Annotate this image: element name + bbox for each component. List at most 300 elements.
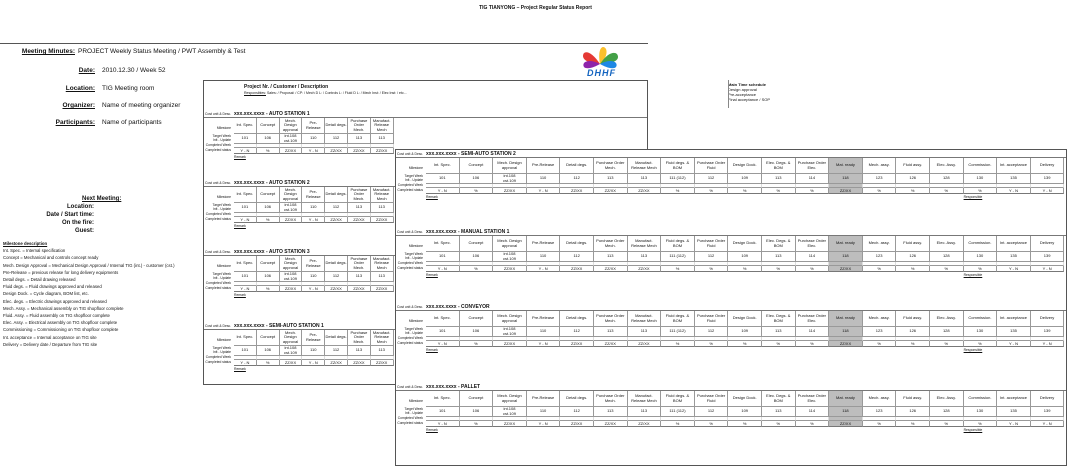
completed-status-cell: % bbox=[896, 188, 930, 194]
remark-label: Remark bbox=[426, 428, 438, 432]
completed-status-cell: Y - N bbox=[1031, 341, 1065, 347]
legend-item: Elec. Assy. = Electrical assembly on TIG shopfloor complete bbox=[3, 320, 118, 326]
milestone-header: Elec. Degs. & BOM bbox=[762, 311, 796, 327]
target-row-label: Target Week Init - Update bbox=[212, 134, 231, 142]
target-week-cell: 106 bbox=[257, 346, 280, 356]
responsibles-label: Responsibles: bbox=[244, 91, 266, 95]
milestone-header: Purchase Order Mech. bbox=[348, 118, 371, 134]
target-week-cell: 106 bbox=[257, 134, 280, 144]
main-time-schedule bbox=[728, 82, 898, 108]
cost-unit-label: Cost unit & Desc. bbox=[205, 181, 232, 185]
milestone-header: Commission. bbox=[964, 391, 998, 407]
target-week-cell: 110 bbox=[302, 272, 325, 282]
legend-item: Fluid degs. = Fluid drawings approved and released bbox=[3, 284, 102, 290]
milestone-header: Manufact. Release Mech bbox=[628, 158, 662, 174]
completed-status-cell: Y - N bbox=[1031, 266, 1065, 272]
milestone-header: Pre-Release bbox=[302, 256, 325, 272]
completed-status-cell: % bbox=[460, 421, 494, 427]
milestone-header: Delivery bbox=[1031, 311, 1065, 327]
target-week-cell: 114 bbox=[796, 174, 830, 184]
milestone-header: Pre-Release bbox=[302, 330, 325, 346]
milestone-header: Mech. Design approval bbox=[280, 256, 303, 272]
organizer-label: Organizer: bbox=[62, 102, 95, 109]
target-week-cell: int.108 cst.109 bbox=[493, 407, 527, 417]
next-guest-label: Guest: bbox=[74, 228, 94, 234]
milestone-header: Pre-Release bbox=[527, 391, 561, 407]
legend-item: Mech. Design Approval = Mechanical Design Approval / Internal TIG (int.) - customer (cst.) bbox=[3, 262, 175, 268]
target-week-cell: 112 bbox=[325, 203, 348, 213]
milestone-header: Fluid assy. bbox=[896, 311, 930, 327]
milestone-header: Mech. Design approval bbox=[493, 311, 527, 327]
remark-label: Remark bbox=[426, 348, 438, 352]
target-week-cell: 109 bbox=[728, 174, 762, 184]
milestone-row-label: Milestone bbox=[216, 195, 231, 199]
completed-status-cell: % bbox=[762, 341, 796, 347]
remark-label: Remark bbox=[234, 155, 246, 159]
target-week-cell: 128 bbox=[930, 252, 964, 262]
milestone-header: Purchase Order Fluid bbox=[695, 236, 729, 252]
completed-status-cell: ZZ/XX bbox=[348, 217, 371, 223]
milestone-header: Detail degs. bbox=[560, 311, 594, 327]
section-header bbox=[396, 384, 1066, 391]
milestone-header: Concept bbox=[460, 311, 494, 327]
completed-status-cell: % bbox=[695, 188, 729, 194]
responsible-label: Responsible bbox=[963, 348, 983, 352]
milestone-header: Int. acceptance bbox=[997, 311, 1031, 327]
completed-status-cell: Y - N bbox=[234, 286, 257, 292]
milestone-header: Purchase Order Elec. bbox=[796, 311, 830, 327]
milestone-header: Mech. Design approval bbox=[280, 330, 303, 346]
milestone-header: Mat. ready bbox=[829, 391, 863, 407]
section-name: xxx.xxx.xxxx - AUTO STATION 2 bbox=[234, 180, 310, 186]
milestone-header: Delivery bbox=[1031, 236, 1065, 252]
schedule-item: Design approval bbox=[728, 87, 757, 92]
completed-status-cell: ZZ/XX bbox=[280, 217, 303, 223]
completed-status-cell: % bbox=[762, 188, 796, 194]
cost-unit-label: Cost unit & Desc. bbox=[397, 385, 424, 389]
target-week-cell: 110 bbox=[302, 203, 325, 213]
milestone-header: Elec. Degs. & BOM bbox=[762, 158, 796, 174]
target-week-cell: 123 bbox=[863, 327, 897, 337]
target-week-cell: 106 bbox=[460, 174, 494, 184]
completed-status-cell: % bbox=[964, 341, 998, 347]
completed-status-cell: % bbox=[930, 266, 964, 272]
milestone-header: Purchase Order Mech. bbox=[348, 330, 371, 346]
completed-status-cell: % bbox=[728, 421, 762, 427]
completed-status-cell: Y - N bbox=[234, 217, 257, 223]
logo-text: DHHF bbox=[587, 68, 616, 78]
milestone-header: Elec. Assy. bbox=[930, 236, 964, 252]
section-name: xxx.xxx.xxxx - MANUAL STATION 1 bbox=[426, 229, 510, 235]
target-week-cell: 130 bbox=[964, 407, 998, 417]
target-week-cell: 101 bbox=[426, 327, 460, 337]
target-week-cell: 113 bbox=[348, 134, 371, 144]
milestone-header: Elec. Assy. bbox=[930, 311, 964, 327]
station-section bbox=[396, 384, 1066, 434]
milestone-row-label: Milestone bbox=[408, 166, 423, 170]
completed-week-label: Completed Week bbox=[205, 281, 231, 285]
next-date-label: Date / Start time: bbox=[46, 212, 94, 218]
target-week-cell: 135 bbox=[997, 327, 1031, 337]
milestone-header: Purchase Order Mech. bbox=[594, 236, 628, 252]
milestone-header: Manufact. Release Mech bbox=[371, 118, 394, 134]
completed-status-cell: ZZ/XX bbox=[594, 188, 628, 194]
completed-status-cell: Y - N bbox=[1031, 188, 1065, 194]
milestone-header: Manufact. Release Mech bbox=[371, 187, 394, 203]
milestone-header: Purchase Order Mech. bbox=[348, 256, 371, 272]
remark-label: Remark bbox=[426, 195, 438, 199]
target-week-cell: 111 (112) bbox=[661, 174, 695, 184]
target-week-cell: 113 bbox=[594, 407, 628, 417]
target-week-cell: 123 bbox=[863, 252, 897, 262]
legend-item: Concept = Mechanical and controls concept ready bbox=[3, 255, 99, 261]
completed-status-cell: % bbox=[728, 188, 762, 194]
completed-week-label: Completed Week bbox=[397, 261, 423, 265]
target-week-cell: 118 bbox=[829, 252, 863, 262]
milestone-header: Detail degs. bbox=[325, 330, 348, 346]
target-week-cell: 112 bbox=[695, 327, 729, 337]
target-row-label: Target Week Init - Update bbox=[404, 327, 423, 335]
cost-unit-label: Cost unit & Desc. bbox=[205, 250, 232, 254]
section-name: xxx.xxx.xxxx - AUTO STATION 1 bbox=[234, 111, 310, 117]
target-row-label: Target Week Init - Update bbox=[404, 252, 423, 260]
milestone-header: Detail degs. bbox=[325, 256, 348, 272]
target-week-cell: int.108 cst.109 bbox=[280, 203, 303, 213]
target-week-cell: 106 bbox=[460, 327, 494, 337]
target-row-label: Target Week Init - Update bbox=[404, 174, 423, 182]
target-week-cell: 110 bbox=[527, 407, 561, 417]
milestone-header: Purchase Order Mech. bbox=[348, 187, 371, 203]
schedule-title: Main Time schedule bbox=[728, 82, 766, 87]
station-section bbox=[396, 229, 1066, 279]
milestone-header: Mat. ready bbox=[829, 236, 863, 252]
completed-status-cell: ZZ/XX bbox=[560, 421, 594, 427]
milestone-header: Int. Spec. bbox=[234, 256, 257, 272]
completed-status-cell: ZZ/XX bbox=[371, 217, 394, 223]
target-week-cell: 114 bbox=[796, 252, 830, 262]
completed-week-label: Completed Week bbox=[397, 183, 423, 187]
target-week-cell: int.108 cst.109 bbox=[493, 252, 527, 262]
milestone-header: Concept bbox=[460, 236, 494, 252]
schedule-item: Final acceptance / SOP bbox=[728, 97, 771, 102]
milestone-header: Elec. Degs. & BOM bbox=[762, 391, 796, 407]
completed-status-cell: % bbox=[695, 421, 729, 427]
section-header bbox=[396, 151, 1066, 158]
legend-item: Int. Spec. = Internal specification bbox=[3, 248, 66, 254]
completed-status-cell: % bbox=[930, 188, 964, 194]
participants-label: Participants: bbox=[55, 119, 95, 126]
target-row-label: Target Week Init - Update bbox=[212, 346, 231, 354]
completed-status-cell: Y - N bbox=[1031, 421, 1065, 427]
milestone-header: Int. Spec. bbox=[426, 311, 460, 327]
target-row-label: Target Week Init - Update bbox=[212, 203, 231, 211]
milestone-header: Detail degs. bbox=[560, 391, 594, 407]
milestone-header: Concept bbox=[257, 118, 280, 134]
completed-status-cell: ZZ/XX bbox=[560, 341, 594, 347]
completed-status-cell: % bbox=[661, 341, 695, 347]
target-week-cell: 113 bbox=[348, 203, 371, 213]
milestone-header: Mech. assy. bbox=[863, 391, 897, 407]
target-week-cell: 113 bbox=[371, 134, 394, 144]
legend-item: Elec. degs. = Electric drawings approved and released bbox=[3, 298, 107, 304]
completed-status-cell: ZZ/XX bbox=[493, 266, 527, 272]
completed-status-cell: % bbox=[964, 421, 998, 427]
milestone-header: Pre-Release bbox=[527, 158, 561, 174]
legend-item: Fluid. Assy. = Fluid assembly on TIG shopfloor complete bbox=[3, 313, 110, 319]
section-name: xxx.xxx.xxxx - AUTO STATION 3 bbox=[234, 249, 310, 255]
target-week-cell: 113 bbox=[762, 252, 796, 262]
completed-status-cell: % bbox=[257, 148, 280, 154]
milestone-header: Purchase Order Fluid bbox=[695, 158, 729, 174]
completed-status-cell: ZZ/XX bbox=[371, 148, 394, 154]
section-header bbox=[396, 229, 1066, 236]
completed-status-cell: % bbox=[695, 341, 729, 347]
completed-status-cell: % bbox=[661, 266, 695, 272]
completed-status-cell: ZZ/XX bbox=[829, 188, 863, 194]
milestone-header: Mech. assy. bbox=[863, 236, 897, 252]
completed-status-cell: ZZ/XX bbox=[371, 360, 394, 366]
completed-status-cell: % bbox=[930, 341, 964, 347]
target-week-cell: 113 bbox=[371, 272, 394, 282]
milestone-header: Commission. bbox=[964, 311, 998, 327]
milestone-header: Pre-Release bbox=[302, 187, 325, 203]
completed-status-label: Completed status bbox=[397, 421, 423, 425]
milestone-header: Elec. Assy. bbox=[930, 391, 964, 407]
completed-status-cell: Y - N bbox=[234, 148, 257, 154]
target-week-cell: 101 bbox=[234, 346, 257, 356]
milestone-row-label: Milestone bbox=[408, 319, 423, 323]
organizer-value: Name of meeting organizer bbox=[102, 102, 181, 109]
completed-status-cell: % bbox=[661, 188, 695, 194]
target-week-cell: 110 bbox=[527, 174, 561, 184]
completed-week-label: Completed Week bbox=[205, 212, 231, 216]
project-title: Project Nr. / Customer / Description bbox=[244, 84, 329, 90]
target-row-label: Target Week Init - Update bbox=[212, 272, 231, 280]
target-week-cell: 118 bbox=[829, 327, 863, 337]
target-week-cell: 113 bbox=[628, 327, 662, 337]
target-week-cell: 106 bbox=[460, 252, 494, 262]
target-week-cell: 101 bbox=[426, 407, 460, 417]
completed-status-cell: % bbox=[257, 360, 280, 366]
completed-status-cell: % bbox=[796, 266, 830, 272]
cost-unit-label: Cost unit & Desc. bbox=[205, 324, 232, 328]
completed-status-cell: % bbox=[863, 266, 897, 272]
target-week-cell: 113 bbox=[762, 327, 796, 337]
target-week-cell: 135 bbox=[997, 174, 1031, 184]
milestone-header: Pre-Release bbox=[527, 311, 561, 327]
completed-status-cell: ZZ/XX bbox=[829, 341, 863, 347]
milestone-header: Delivery bbox=[1031, 158, 1065, 174]
milestone-header: Fluid degs. & BOM bbox=[661, 236, 695, 252]
target-week-cell: 112 bbox=[560, 407, 594, 417]
completed-status-cell: % bbox=[460, 188, 494, 194]
report-title: TIG TIANYONG – Project Regular Status Report bbox=[479, 5, 592, 11]
completed-status-cell: ZZ/XX bbox=[628, 421, 662, 427]
cost-unit-label: Cost unit & Desc. bbox=[397, 230, 424, 234]
milestone-header: Purchase Order Fluid bbox=[695, 311, 729, 327]
completed-status-cell: Y - N bbox=[997, 266, 1031, 272]
milestone-header: Pre-Release bbox=[527, 236, 561, 252]
milestone-header: Fluid assy. bbox=[896, 391, 930, 407]
completed-status-cell: ZZ/XX bbox=[348, 286, 371, 292]
milestone-header: Fluid degs. & BOM bbox=[661, 158, 695, 174]
milestone-header: Detail degs. bbox=[560, 158, 594, 174]
completed-status-cell: Y - N bbox=[426, 188, 460, 194]
target-week-cell: 126 bbox=[896, 327, 930, 337]
target-week-cell: 109 bbox=[728, 327, 762, 337]
station-section bbox=[396, 304, 1066, 354]
milestone-header: Detail degs. bbox=[325, 118, 348, 134]
milestone-header: Fluid assy. bbox=[896, 236, 930, 252]
completed-status-cell: % bbox=[796, 421, 830, 427]
target-week-cell: 139 bbox=[1031, 407, 1065, 417]
responsibles-value: Sales: / Proposal: / CP: / Mech D L: / Controls L: / Fluid D L: / Mech Inst: / Elec Inst: / etc... bbox=[265, 91, 407, 95]
completed-status-cell: % bbox=[863, 341, 897, 347]
milestone-header: Int. acceptance bbox=[997, 391, 1031, 407]
milestone-header: Manufact. Release Mech bbox=[371, 330, 394, 346]
target-week-cell: 130 bbox=[964, 174, 998, 184]
responsible-label: Responsible bbox=[963, 273, 983, 277]
milestone-header: Int. Spec. bbox=[234, 330, 257, 346]
completed-status-cell: % bbox=[896, 341, 930, 347]
target-week-cell: 113 bbox=[628, 252, 662, 262]
milestone-header: Design Dock. bbox=[728, 391, 762, 407]
target-week-cell: 112 bbox=[560, 327, 594, 337]
target-week-cell: 123 bbox=[863, 407, 897, 417]
target-week-cell: 101 bbox=[426, 252, 460, 262]
milestone-header: Mat. ready bbox=[829, 158, 863, 174]
target-week-cell: 114 bbox=[796, 407, 830, 417]
milestone-header: Concept bbox=[257, 330, 280, 346]
target-week-cell: 118 bbox=[829, 407, 863, 417]
milestone-header: Mech. assy. bbox=[863, 311, 897, 327]
completed-status-cell: ZZ/XX bbox=[628, 341, 662, 347]
milestone-header: Mech. Design approval bbox=[493, 391, 527, 407]
completed-status-cell: Y - N bbox=[527, 341, 561, 347]
target-week-cell: 118 bbox=[829, 174, 863, 184]
target-week-cell: 113 bbox=[594, 327, 628, 337]
milestone-header: Design Dock. bbox=[728, 236, 762, 252]
completed-week-label: Completed Week bbox=[205, 143, 231, 147]
milestone-header: Manufact. Release Mech bbox=[628, 391, 662, 407]
target-week-cell: int.108 cst.109 bbox=[280, 346, 303, 356]
milestone-row-label: Milestone bbox=[216, 338, 231, 342]
completed-status-cell: Y - N bbox=[997, 188, 1031, 194]
milestone-header: Detail degs. bbox=[560, 236, 594, 252]
cost-unit-label: Cost unit & Desc. bbox=[397, 152, 424, 156]
completed-status-cell: Y - N bbox=[426, 341, 460, 347]
target-week-cell: 126 bbox=[896, 174, 930, 184]
milestone-header: Fluid degs. & BOM bbox=[661, 311, 695, 327]
company-logo bbox=[575, 44, 625, 82]
completed-status-cell: Y - N bbox=[234, 360, 257, 366]
milestone-row-label: Milestone bbox=[408, 244, 423, 248]
completed-status-cell: Y - N bbox=[997, 341, 1031, 347]
date-label: Date: bbox=[78, 67, 95, 74]
cost-unit-label: Cost unit & Desc. bbox=[397, 305, 424, 309]
completed-status-cell: % bbox=[896, 266, 930, 272]
completed-status-cell: ZZ/XX bbox=[280, 360, 303, 366]
milestone-header: Manufact. Release Mech bbox=[628, 311, 662, 327]
milestone-header: Design Dock. bbox=[728, 311, 762, 327]
target-week-cell: 113 bbox=[348, 272, 371, 282]
legend-title: Milestone description bbox=[3, 241, 48, 246]
milestone-header: Elec. Assy. bbox=[930, 158, 964, 174]
target-week-cell: 111 (112) bbox=[661, 407, 695, 417]
completed-status-cell: ZZ/XX bbox=[325, 148, 348, 154]
completed-status-cell: % bbox=[257, 217, 280, 223]
completed-status-cell: Y - N bbox=[997, 421, 1031, 427]
completed-status-cell: ZZ/XX bbox=[325, 286, 348, 292]
completed-status-cell: % bbox=[796, 341, 830, 347]
target-week-cell: 123 bbox=[863, 174, 897, 184]
target-row-label: Target Week Init - Update bbox=[404, 407, 423, 415]
next-meeting-label: Next Meeting: bbox=[82, 196, 122, 202]
milestone-header: Int. Spec. bbox=[426, 391, 460, 407]
completed-status-cell: ZZ/XX bbox=[280, 148, 303, 154]
target-week-cell: 106 bbox=[460, 407, 494, 417]
milestone-header: Design Dock. bbox=[728, 158, 762, 174]
milestone-header: Detail degs. bbox=[325, 187, 348, 203]
completed-status-label: Completed status bbox=[397, 266, 423, 270]
milestone-header: Pre-Release bbox=[302, 118, 325, 134]
target-week-cell: 113 bbox=[628, 407, 662, 417]
completed-status-cell: ZZ/XX bbox=[493, 341, 527, 347]
completed-status-cell: Y - N bbox=[527, 266, 561, 272]
location-value: TIG Meeting room bbox=[102, 85, 155, 92]
status-sheet-right bbox=[395, 149, 1067, 466]
target-week-cell: 139 bbox=[1031, 252, 1065, 262]
milestone-row-label: Milestone bbox=[216, 126, 231, 130]
target-week-cell: 135 bbox=[997, 252, 1031, 262]
completed-status-cell: ZZ/XX bbox=[594, 341, 628, 347]
target-week-cell: 135 bbox=[997, 407, 1031, 417]
milestone-header: Int. Spec. bbox=[426, 158, 460, 174]
target-week-cell: 139 bbox=[1031, 174, 1065, 184]
milestone-header: Purchase Order Elec. bbox=[796, 236, 830, 252]
remark-label: Remark bbox=[234, 293, 246, 297]
target-week-cell: 110 bbox=[527, 252, 561, 262]
target-week-cell: 112 bbox=[325, 346, 348, 356]
completed-status-cell: % bbox=[964, 266, 998, 272]
milestone-row-label: Milestone bbox=[216, 264, 231, 268]
target-week-cell: 106 bbox=[257, 272, 280, 282]
completed-status-cell: Y - N bbox=[302, 360, 325, 366]
milestone-header: Mat. ready bbox=[829, 311, 863, 327]
target-week-cell: 113 bbox=[628, 174, 662, 184]
completed-status-cell: ZZ/XX bbox=[829, 421, 863, 427]
milestone-header: Int. acceptance bbox=[997, 158, 1031, 174]
completed-status-cell: ZZ/XX bbox=[560, 266, 594, 272]
responsible-label: Responsible bbox=[963, 428, 983, 432]
target-week-cell: 128 bbox=[930, 327, 964, 337]
milestone-header: Purchase Order Mech. bbox=[594, 158, 628, 174]
target-week-cell: 113 bbox=[371, 203, 394, 213]
milestone-header: Int. Spec. bbox=[426, 236, 460, 252]
target-week-cell: 112 bbox=[560, 252, 594, 262]
legend-item: Mech. Assy. = Mechanical assembly on TIG shopfloor complete bbox=[3, 305, 124, 311]
target-week-cell: 126 bbox=[896, 407, 930, 417]
completed-status-cell: ZZ/XX bbox=[493, 188, 527, 194]
completed-status-cell: % bbox=[695, 266, 729, 272]
cost-unit-label: Cost unit & Desc. bbox=[205, 112, 232, 116]
target-week-cell: 130 bbox=[964, 252, 998, 262]
milestone-header: Delivery bbox=[1031, 391, 1065, 407]
milestone-header: Purchase Order Elec. bbox=[796, 391, 830, 407]
completed-status-cell: % bbox=[863, 421, 897, 427]
target-week-cell: 110 bbox=[527, 327, 561, 337]
milestone-row-label: Milestone bbox=[408, 399, 423, 403]
